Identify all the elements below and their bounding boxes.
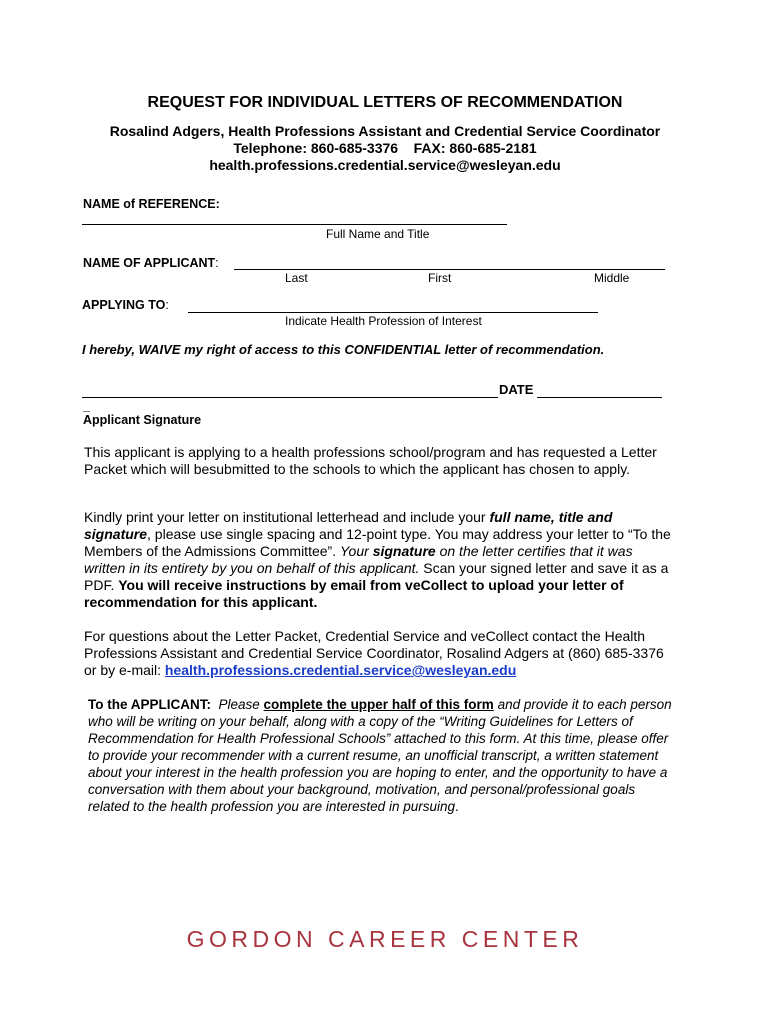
applicant-label: NAME OF APPLICANT: bbox=[83, 256, 219, 270]
caption-last: Last bbox=[285, 271, 308, 285]
applying-field[interactable] bbox=[188, 312, 598, 313]
signature-label: Applicant Signature bbox=[83, 413, 202, 427]
header-email: health.professions.credential.service@wesleyan.edu bbox=[209, 157, 561, 173]
reference-label: NAME of REFERENCE: bbox=[83, 197, 220, 211]
coordinator-line: Rosalind Adgers, Health Professions Assistant and Credential Service Coordinator bbox=[109, 123, 661, 139]
reference-field[interactable] bbox=[82, 224, 507, 225]
date-field[interactable] bbox=[537, 397, 662, 398]
caption-middle: Middle bbox=[594, 271, 630, 285]
signature-underscore: _ bbox=[83, 399, 90, 413]
signature-field[interactable] bbox=[82, 397, 498, 398]
waiver-statement: I hereby, WAIVE my right of access to this CONFIDENTIAL letter of recommendation. bbox=[82, 342, 605, 357]
page-title: REQUEST FOR INDIVIDUAL LETTERS OF RECOMMENDATION bbox=[147, 94, 623, 111]
date-label: DATE bbox=[499, 382, 534, 397]
applying-caption: Indicate Health Profession of Interest bbox=[285, 314, 482, 328]
footer-logo-text: GORDON CAREER CENTER bbox=[186, 926, 584, 952]
applicant-note: To the APPLICANT: Please complete the upper half of this form and provide it to each person who will be writing on your behalf, along with a copy of the “Writing Guidelines for Letters of Recommendation for Health Professional Schools” attached to this form. At this time, please offer to provide your recommender with a current resume, an unofficial transcript, a written statement about your interest in the health profession you are hoping to enter, and the opportunity to have a conversation with them about your background, motivation, and personal/professional goals related to the health profession you are interested in pursuing. bbox=[88, 697, 672, 814]
applying-label: APPLYING TO: bbox=[82, 298, 169, 312]
letter-instructions-paragraph: Kindly print your letter on institutional letterhead and include your full name, title and signature, please use single spacing and 12-point type. You may address your letter to “To the Members of the Admissions Committee”. Your signature on the letter certifies that it was written in its entirety by you on behalf of this applicant. Scan your signed letter and save it as a PDF. You will receive instructions by email from veCollect to upload your letter of recommendation for this applicant. bbox=[84, 509, 671, 610]
caption-first: First bbox=[428, 271, 452, 285]
phone-fax-line: Telephone: 860-685-3376 FAX: 860-685-2181 bbox=[233, 140, 537, 156]
contact-paragraph: For questions about the Letter Packet, Credential Service and veCollect contact the Health Professions Assistant and Credential Service Coordinator, Rosalind Adgers at (860) 685-3376 or by e-mail: health.professions.credential.service@wesleyan.edu bbox=[84, 628, 664, 678]
applicant-name-field[interactable] bbox=[234, 269, 665, 270]
contact-email-link[interactable]: health.professions.credential.service@wesleyan.edu bbox=[164, 662, 517, 678]
reference-caption: Full Name and Title bbox=[326, 227, 430, 241]
applicant-request-paragraph: This applicant is applying to a health professions school/program and has requested a Letter Packet which will besubmitted to the schools to which the applicant has chosen to apply. bbox=[84, 444, 657, 477]
